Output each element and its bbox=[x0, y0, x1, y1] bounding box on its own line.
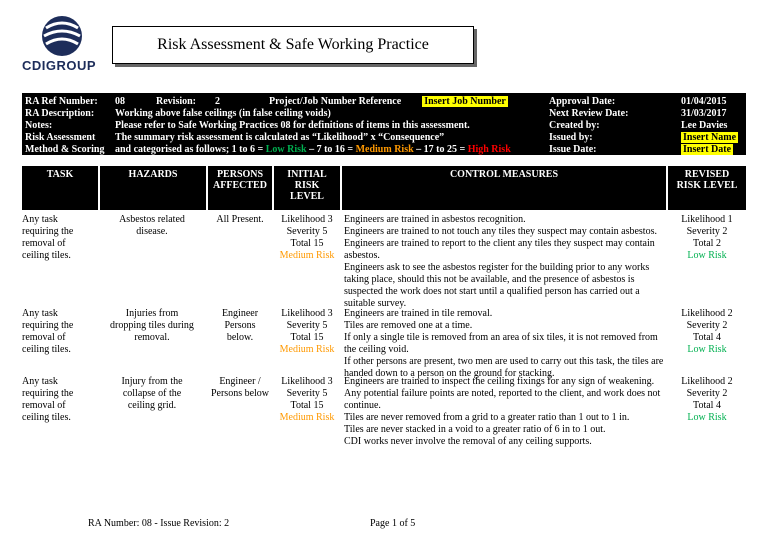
revised-severity: Severity 2 bbox=[686, 226, 728, 237]
revised-severity: Severity 2 bbox=[686, 388, 728, 399]
revised-total: Total 2 bbox=[693, 238, 721, 249]
revised-risk: Low Risk bbox=[687, 344, 727, 355]
control-line: Engineers are trained to inspect the ceiling fixings for any sign of weakening. bbox=[344, 376, 655, 387]
initial-risk: Medium Risk bbox=[279, 250, 335, 261]
initial-severity: Severity 5 bbox=[286, 226, 328, 237]
control-line: asbestos. bbox=[344, 250, 380, 261]
hazard-line: removal. bbox=[134, 332, 170, 343]
label-desc: RA Description: bbox=[25, 108, 95, 120]
task-line: removal of bbox=[22, 400, 66, 411]
initial-likelihood: Likelihood 3 bbox=[281, 308, 333, 319]
revised-risk: Low Risk bbox=[687, 412, 727, 423]
summary: The summary risk assessment is calculated as “Likelihood” x “Consequence” bbox=[115, 132, 445, 144]
task-line: ceiling tiles. bbox=[22, 412, 71, 423]
hazard-line: dropping tiles during bbox=[110, 320, 194, 331]
low-risk-label: Low Risk bbox=[265, 144, 307, 156]
task-line: requiring the bbox=[22, 320, 74, 331]
control-line: handed down to a person on the ground for stacking. bbox=[344, 368, 555, 379]
label-approval: Approval Date: bbox=[549, 96, 616, 107]
revised-risk: Low Risk bbox=[687, 250, 727, 261]
control-line: Engineers are trained in asbestos recognition. bbox=[344, 214, 526, 225]
hazard-line: Injuries from bbox=[125, 308, 179, 319]
hazard-line: Injury from the bbox=[121, 376, 183, 387]
task-line: Any task bbox=[22, 214, 58, 225]
initial-likelihood: Likelihood 3 bbox=[281, 376, 333, 387]
col-task: TASK bbox=[22, 166, 98, 210]
revised-total: Total 4 bbox=[693, 332, 721, 343]
control-line: Engineers are trained to not touch any tiles they suspect may contain asbestos. bbox=[344, 226, 657, 237]
label-next-review: Next Review Date: bbox=[549, 108, 629, 120]
initial-total: Total 15 bbox=[290, 238, 324, 249]
control-line: Any potential failure points are noted, reported to the client, and work does not bbox=[344, 388, 661, 399]
control-line: the ceiling void. bbox=[344, 344, 409, 355]
initial-total: Total 15 bbox=[290, 332, 324, 343]
col-persons: PERSONS AFFECTED bbox=[208, 166, 272, 210]
revised-likelihood: Likelihood 1 bbox=[681, 214, 733, 225]
logo-text: CDIGROUP bbox=[22, 58, 97, 73]
next-review-date: 31/03/2017 bbox=[681, 108, 727, 120]
persons-line: All Present. bbox=[216, 214, 264, 225]
ref-number: 08 bbox=[115, 96, 125, 107]
hazard-line: ceiling grid. bbox=[127, 400, 177, 411]
persons-line: Engineer / bbox=[219, 376, 261, 387]
initial-likelihood: Likelihood 3 bbox=[281, 214, 333, 225]
col-initial: INITIAL RISK LEVEL bbox=[274, 166, 340, 210]
initial-total: Total 15 bbox=[290, 400, 324, 411]
initial-severity: Severity 5 bbox=[286, 388, 328, 399]
scoring-sep1: – 7 to 16 = bbox=[306, 144, 356, 156]
task-line: Any task bbox=[22, 308, 58, 319]
persons-line: Engineer bbox=[221, 308, 259, 319]
label-ra: Risk Assessment bbox=[25, 132, 96, 144]
control-line: taking place, should this not be available, and the presence of asbestos is bbox=[344, 274, 635, 285]
footer-ra-number: RA Number: 08 - Issue Revision: 2 bbox=[88, 518, 230, 529]
revised-likelihood: Likelihood 2 bbox=[681, 376, 733, 387]
hazard-line: Asbestos related bbox=[119, 214, 185, 225]
control-line: Engineers are trained to report to the client any tiles they suspect may contain bbox=[344, 238, 655, 249]
persons-line: Persons bbox=[224, 320, 256, 331]
col-revised: REVISED RISK LEVEL bbox=[668, 166, 746, 210]
control-line: Tiles are never removed from a grid to a greater ratio than 1 out to 1 in. bbox=[344, 412, 630, 423]
persons-line: below. bbox=[226, 332, 254, 343]
issued-by-field: Insert Name bbox=[683, 132, 737, 144]
control-line: suitable survey. bbox=[344, 298, 407, 309]
control-line: Tiles are never stacked in a void to a greater ratio of 6 in to 1 out. bbox=[344, 424, 606, 435]
issue-date-field: Insert Date bbox=[683, 144, 732, 156]
label-notes: Notes: bbox=[25, 120, 53, 132]
label-method: Method & Scoring bbox=[25, 144, 105, 156]
header-block bbox=[22, 93, 746, 155]
project-label: Project/Job Number Reference bbox=[269, 96, 402, 107]
col-hazards: HAZARDS bbox=[100, 166, 206, 210]
control-line: If only a single tile is removed from an area of six tiles, it is not removed from bbox=[344, 332, 658, 343]
label-issued: Issued by: bbox=[549, 132, 593, 144]
high-risk-label: High Risk bbox=[467, 144, 511, 156]
task-line: ceiling tiles. bbox=[22, 344, 71, 355]
hazard-line: collapse of the bbox=[122, 388, 182, 399]
task-line: removal of bbox=[22, 332, 66, 343]
page-title: Risk Assessment & Safe Working Practice bbox=[112, 26, 474, 64]
control-line: continue. bbox=[344, 400, 381, 411]
revised-total: Total 4 bbox=[693, 400, 721, 411]
notes: Please refer to Safe Working Practices 08 for definitions of items in this assessment. bbox=[115, 120, 470, 132]
control-line: suspected the work does not start until a qualified person has carried out a bbox=[344, 286, 640, 297]
label-ref: RA Ref Number: bbox=[25, 96, 98, 107]
scoring-sep2: – 17 to 25 = bbox=[413, 144, 468, 156]
initial-risk: Medium Risk bbox=[279, 344, 335, 355]
col-control: CONTROL MEASURES bbox=[342, 166, 666, 210]
control-line: CDI works never involve the removal of any ceiling supports. bbox=[344, 436, 592, 447]
approval-date: 01/04/2015 bbox=[681, 96, 727, 107]
footer-page: Page 1 of 5 bbox=[370, 518, 416, 529]
control-line: Engineers ask to see the asbestos register for the building prior to any works bbox=[344, 262, 650, 273]
revision-label: Revision: bbox=[156, 96, 196, 107]
label-issue-date: Issue Date: bbox=[549, 144, 597, 156]
description: Working above false ceilings (in false ceiling voids) bbox=[115, 108, 331, 120]
task-line: Any task bbox=[22, 376, 58, 387]
task-line: removal of bbox=[22, 238, 66, 249]
control-line: If other persons are present, two men are used to carry out this task, the tiles are bbox=[344, 356, 664, 367]
scoring-prefix: and categorised as follows; 1 to 6 = bbox=[115, 144, 266, 156]
task-line: requiring the bbox=[22, 226, 74, 237]
medium-risk-label: Medium Risk bbox=[355, 144, 414, 156]
control-line: Tiles are removed one at a time. bbox=[344, 320, 473, 331]
control-line: Engineers are trained in tile removal. bbox=[344, 308, 493, 319]
job-number-field: Insert Job Number bbox=[424, 96, 506, 107]
task-line: requiring the bbox=[22, 388, 74, 399]
created-by: Lee Davies bbox=[681, 120, 728, 132]
initial-risk: Medium Risk bbox=[279, 412, 335, 423]
label-created: Created by: bbox=[549, 120, 600, 132]
revision-value: 2 bbox=[215, 96, 220, 107]
persons-line: Persons below bbox=[210, 388, 270, 399]
task-line: ceiling tiles. bbox=[22, 250, 71, 261]
revised-likelihood: Likelihood 2 bbox=[681, 308, 733, 319]
initial-severity: Severity 5 bbox=[286, 320, 328, 331]
hazard-line: disease. bbox=[136, 226, 168, 237]
revised-severity: Severity 2 bbox=[686, 320, 728, 331]
